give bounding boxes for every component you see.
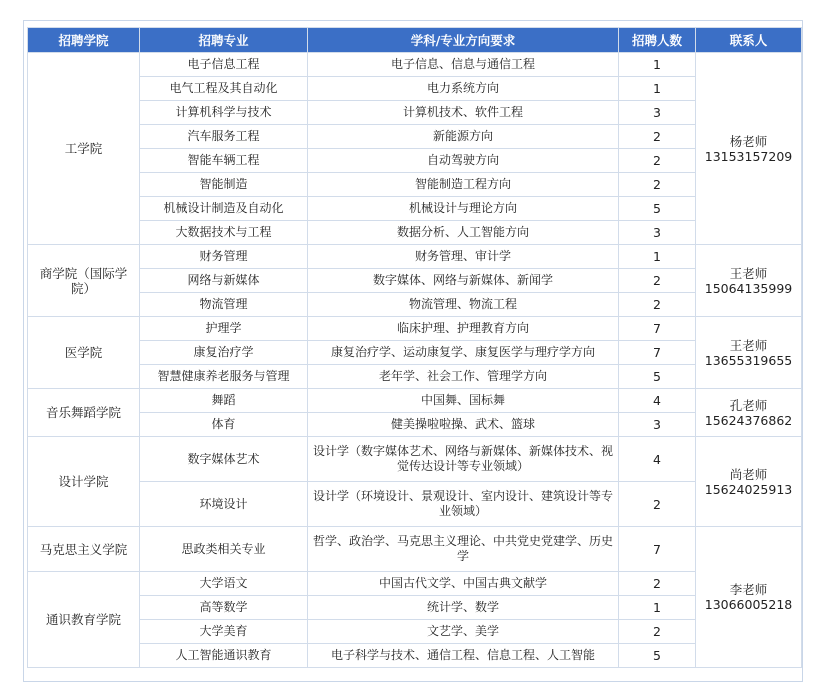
contact-name: 王老师 xyxy=(729,337,768,353)
count-cell: 2 xyxy=(619,125,696,149)
major-cell: 体育 xyxy=(140,413,308,437)
major-cell: 计算机科学与技术 xyxy=(140,101,308,125)
major-cell: 大数据技术与工程 xyxy=(140,221,308,245)
table-row xyxy=(28,101,802,125)
major-cell: 数字媒体艺术 xyxy=(140,437,308,482)
contact-cell xyxy=(696,53,802,245)
count-cell: 2 xyxy=(619,482,696,527)
count-cell: 7 xyxy=(619,527,696,572)
direction-cell: 计算机技术、软件工程 xyxy=(308,101,619,125)
college-cell: 商学院（国际学院） xyxy=(28,245,140,317)
direction-cell: 电力系统方向 xyxy=(308,77,619,101)
table-body xyxy=(28,53,802,668)
direction-cell: 老年学、社会工作、管理学方向 xyxy=(308,365,619,389)
contact-phone: 15624376862 xyxy=(704,412,793,428)
count-cell: 2 xyxy=(619,620,696,644)
major-cell: 环境设计 xyxy=(140,482,308,527)
table-row xyxy=(28,341,802,365)
direction-cell: 电子科学与技术、通信工程、信息工程、人工智能 xyxy=(308,644,619,668)
contact-phone: 13153157209 xyxy=(704,148,793,164)
major-cell: 高等数学 xyxy=(140,596,308,620)
major-cell: 大学美育 xyxy=(140,620,308,644)
table-row xyxy=(28,317,802,341)
count-cell: 5 xyxy=(619,365,696,389)
contact-cell xyxy=(696,527,802,668)
table-row xyxy=(28,620,802,644)
count-cell: 3 xyxy=(619,221,696,245)
recruitment-table xyxy=(27,27,802,668)
count-cell: 1 xyxy=(619,596,696,620)
major-cell: 大学语文 xyxy=(140,572,308,596)
table-row xyxy=(28,437,802,482)
direction-cell: 临床护理、护理教育方向 xyxy=(308,317,619,341)
major-cell: 汽车服务工程 xyxy=(140,125,308,149)
major-cell: 护理学 xyxy=(140,317,308,341)
direction-cell: 健美操啦啦操、武术、篮球 xyxy=(308,413,619,437)
table-row xyxy=(28,596,802,620)
direction-cell: 数据分析、人工智能方向 xyxy=(308,221,619,245)
table-row xyxy=(28,572,802,596)
contact-phone: 13655319655 xyxy=(704,352,793,368)
direction-cell: 中国古代文学、中国古典文献学 xyxy=(308,572,619,596)
table-row xyxy=(28,527,802,572)
contact-name: 杨老师 xyxy=(729,133,768,149)
direction-cell: 统计学、数学 xyxy=(308,596,619,620)
header-count: 招聘人数 xyxy=(619,28,696,53)
header-major: 招聘专业 xyxy=(140,28,308,53)
direction-cell: 机械设计与理论方向 xyxy=(308,197,619,221)
header-row xyxy=(28,28,802,53)
contact-phone: 13066005218 xyxy=(704,597,793,612)
contact-phone: 15064135999 xyxy=(704,280,793,296)
college-cell: 马克思主义学院 xyxy=(28,527,140,572)
direction-cell: 中国舞、国标舞 xyxy=(308,389,619,413)
table-row xyxy=(28,197,802,221)
major-cell: 舞蹈 xyxy=(140,389,308,413)
college-cell: 医学院 xyxy=(28,317,140,389)
count-cell: 2 xyxy=(619,149,696,173)
table-row xyxy=(28,245,802,269)
direction-cell: 文艺学、美学 xyxy=(308,620,619,644)
major-cell: 智能车辆工程 xyxy=(140,149,308,173)
college-cell: 工学院 xyxy=(28,53,140,245)
contact-cell xyxy=(696,245,802,317)
table-row xyxy=(28,365,802,389)
count-cell: 2 xyxy=(619,269,696,293)
table-row xyxy=(28,644,802,668)
college-cell: 音乐舞蹈学院 xyxy=(28,389,140,437)
contact-cell xyxy=(696,389,802,437)
major-cell: 思政类相关专业 xyxy=(140,527,308,572)
major-cell: 电气工程及其自动化 xyxy=(140,77,308,101)
contact-cell xyxy=(696,317,802,389)
direction-cell: 智能制造工程方向 xyxy=(308,173,619,197)
header-contact: 联系人 xyxy=(696,28,802,53)
table-row xyxy=(28,77,802,101)
count-cell: 5 xyxy=(619,644,696,668)
count-cell: 2 xyxy=(619,293,696,317)
table-row xyxy=(28,221,802,245)
table-row xyxy=(28,53,802,77)
contact-name: 李老师 xyxy=(729,582,768,597)
count-cell: 1 xyxy=(619,77,696,101)
major-cell: 人工智能通识教育 xyxy=(140,644,308,668)
direction-cell: 设计学（环境设计、景观设计、室内设计、建筑设计等专业领域） xyxy=(308,482,619,527)
table-row xyxy=(28,269,802,293)
table-row xyxy=(28,173,802,197)
count-cell: 1 xyxy=(619,245,696,269)
direction-cell: 物流管理、物流工程 xyxy=(308,293,619,317)
college-cell: 设计学院 xyxy=(28,437,140,527)
contact-name: 孔老师 xyxy=(729,397,768,413)
direction-cell: 自动驾驶方向 xyxy=(308,149,619,173)
major-cell: 智慧健康养老服务与管理 xyxy=(140,365,308,389)
count-cell: 3 xyxy=(619,101,696,125)
direction-cell: 哲学、政治学、马克思主义理论、中共党史党建学、历史学 xyxy=(308,527,619,572)
direction-cell: 新能源方向 xyxy=(308,125,619,149)
direction-cell: 康复治疗学、运动康复学、康复医学与理疗学方向 xyxy=(308,341,619,365)
count-cell: 2 xyxy=(619,173,696,197)
count-cell: 7 xyxy=(619,341,696,365)
header-direction: 学科/专业方向要求 xyxy=(308,28,619,53)
major-cell: 康复治疗学 xyxy=(140,341,308,365)
count-cell: 4 xyxy=(619,437,696,482)
college-cell: 通识教育学院 xyxy=(28,572,140,668)
direction-cell: 电子信息、信息与通信工程 xyxy=(308,53,619,77)
contact-cell xyxy=(696,437,802,527)
contact-name: 王老师 xyxy=(729,265,768,281)
count-cell: 3 xyxy=(619,413,696,437)
major-cell: 物流管理 xyxy=(140,293,308,317)
major-cell: 财务管理 xyxy=(140,245,308,269)
direction-cell: 设计学（数字媒体艺术、网络与新媒体、新媒体技术、视觉传达设计等专业领域） xyxy=(308,437,619,482)
count-cell: 1 xyxy=(619,53,696,77)
table-row xyxy=(28,482,802,527)
table-row xyxy=(28,293,802,317)
table-row xyxy=(28,413,802,437)
header-college: 招聘学院 xyxy=(28,28,140,53)
major-cell: 电子信息工程 xyxy=(140,53,308,77)
direction-cell: 财务管理、审计学 xyxy=(308,245,619,269)
contact-phone: 15624025913 xyxy=(704,481,793,497)
major-cell: 网络与新媒体 xyxy=(140,269,308,293)
contact-name: 尚老师 xyxy=(729,466,768,482)
count-cell: 7 xyxy=(619,317,696,341)
count-cell: 5 xyxy=(619,197,696,221)
count-cell: 4 xyxy=(619,389,696,413)
count-cell: 2 xyxy=(619,572,696,596)
table-row xyxy=(28,149,802,173)
table-row xyxy=(28,125,802,149)
direction-cell: 数字媒体、网络与新媒体、新闻学 xyxy=(308,269,619,293)
major-cell: 智能制造 xyxy=(140,173,308,197)
major-cell: 机械设计制造及自动化 xyxy=(140,197,308,221)
table-row xyxy=(28,389,802,413)
